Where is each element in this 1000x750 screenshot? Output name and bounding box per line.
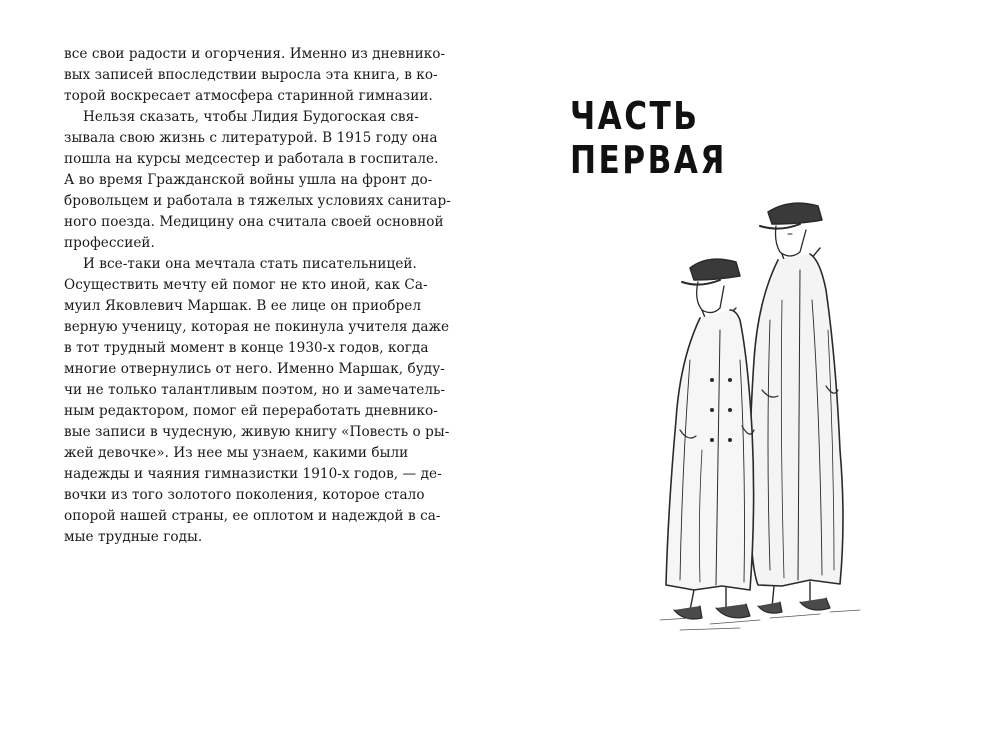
text-line: зывала свою жизнь с литературой. В 1915 году она: [64, 130, 438, 146]
text-line: ным редактором, помог ей переработать дневнико-: [64, 403, 438, 419]
text-line: все свои радости и огорчения. Именно из дневнико-: [64, 46, 446, 62]
text-line: мые трудные годы.: [64, 529, 203, 545]
text-line: И все-таки она мечтала стать писательницей.: [83, 256, 417, 272]
text-line: торой воскресает атмосфера старинной гимназии.: [64, 88, 433, 104]
body-text: [64, 44, 451, 548]
part-title: ЧАСТЬ ПЕРВАЯ: [570, 94, 727, 182]
text-line: Осуществить мечту ей помог не кто иной, как Са-: [64, 277, 428, 293]
text-line: вых записей впоследствии выросла эта книга, в ко-: [64, 67, 438, 83]
text-line: ного поезда. Медицину она считала своей основной: [64, 214, 444, 230]
text-line: чи не только талантливым поэтом, но и замечатель-: [64, 382, 446, 398]
text-line: опорой нашей страны, ее оплотом и надеждой в са-: [64, 508, 441, 524]
text-line: вочки из того золотого поколения, которое стало: [64, 487, 425, 503]
two-cadets-illustration: [650, 190, 880, 650]
right-page: [500, 0, 1000, 750]
short-cadet-figure: [666, 259, 754, 619]
text-line: жей девочке». Из нее мы узнаем, какими были: [64, 445, 409, 461]
text-line: верную ученицу, которая не покинула учителя даже: [64, 319, 450, 335]
text-line: Нельзя сказать, чтобы Лидия Будогоская свя-: [83, 109, 419, 125]
text-line: А во время Гражданской войны ушла на фронт до-: [64, 172, 433, 188]
text-line: надежды и чаяния гимназистки 1910-х годов, — де-: [64, 466, 442, 482]
text-line: муил Яковлевич Маршак. В ее лице он приобрел: [64, 298, 422, 314]
text-line: бровольцем и работала в тяжелых условиях санитар-: [64, 193, 451, 209]
text-line: в тот трудный момент в конце 1930-х годов, когда: [64, 340, 429, 356]
text-line: многие отвернулись от него. Именно Маршак, буду-: [64, 361, 445, 377]
tall-cadet-figure: [750, 203, 844, 613]
text-line: пошла на курсы медсестер и работала в госпитале.: [64, 151, 439, 167]
text-line: вые записи в чудесную, живую книгу «Повесть о ры-: [64, 424, 450, 440]
text-line: профессией.: [64, 235, 155, 251]
